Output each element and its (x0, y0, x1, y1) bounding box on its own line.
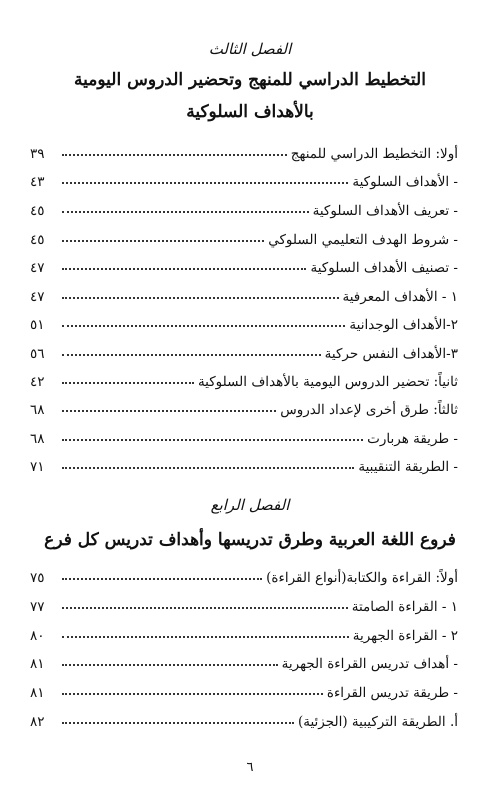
toc-entry-text: ١ - القراءة الصامتة (351, 599, 458, 615)
toc-entry-page: ٧٥ (30, 570, 45, 586)
toc-entry (30, 562, 458, 586)
leader-dots (62, 296, 339, 299)
leader-dots (62, 181, 348, 184)
leader-dots (62, 606, 348, 609)
leader-dots (62, 409, 276, 412)
toc-entry (30, 648, 458, 672)
toc-entry (30, 423, 458, 447)
toc-entry-text: - الأهداف السلوكية (352, 174, 458, 190)
chapter4-label: الفصل الرابع (210, 496, 290, 514)
toc-entry-page: ٨٢ (30, 714, 45, 730)
toc-entry-page: ٦٨ (30, 402, 45, 418)
toc-entry (30, 677, 458, 701)
leader-dots (62, 381, 194, 384)
toc-entry-page: ٥١ (30, 317, 45, 333)
toc-entry-text: أولاً: القراءة والكتابة(أنواع القراءة) (266, 570, 458, 586)
toc-entry-page: ٧٧ (30, 599, 45, 615)
toc-entry (30, 138, 458, 162)
toc-entry-page: ٤٧ (30, 260, 45, 276)
toc-entry-page: ٤٧ (30, 289, 45, 305)
leader-dots (62, 635, 349, 638)
toc-entry (30, 394, 458, 418)
toc-entry-page: ٧١ (30, 459, 45, 475)
toc-entry (30, 166, 458, 190)
leader-dots (62, 267, 306, 270)
page-number: ٦ (246, 760, 254, 775)
toc-entry (30, 195, 458, 219)
chapter3-title-line1: التخطيط الدراسي للمنهج وتحضير الدروس اليومية (74, 70, 426, 90)
toc-entry-text: ١ - الأهداف المعرفية (342, 289, 458, 305)
toc-entry-page: ٤٣ (30, 174, 45, 190)
toc-entry-text: ثانياً: تحضير الدروس اليومية بالأهداف السلوكية (197, 374, 458, 390)
chapter4-title: فروع اللغة العربية وطرق تدريسها وأهداف تدريس كل فرع (44, 530, 456, 550)
toc-entry (30, 451, 458, 475)
leader-dots (62, 153, 287, 156)
chapter3-title-line2: بالأهداف السلوكية (186, 102, 314, 122)
toc-entry-text: أ. الطريقة التركيبية (الجزئية) (297, 714, 458, 730)
leader-dots (62, 721, 294, 724)
toc-entry (30, 281, 458, 305)
toc-entry-page: ٣٩ (30, 146, 45, 162)
leader-dots (62, 692, 323, 695)
toc-entry-page: ٤٢ (30, 374, 45, 390)
leader-dots (62, 466, 354, 469)
toc-entry-text: ٢ - القراءة الجهرية (352, 628, 458, 644)
toc-entry-page: ٤٥ (30, 232, 45, 248)
chapter3-label: الفصل الثالث (208, 40, 292, 58)
leader-dots (62, 353, 321, 356)
toc-entry-page: ٦٨ (30, 431, 45, 447)
leader-dots (62, 663, 278, 666)
toc-entry-text: ٢-الأهداف الوجدانية (349, 317, 458, 333)
toc-entry-text: أولا: التخطيط الدراسي للمنهج (290, 146, 458, 162)
toc-entry (30, 591, 458, 615)
toc-entry (30, 706, 458, 730)
toc-entry-text: - تصنيف الأهداف السلوكية (310, 260, 458, 276)
toc-entry (30, 366, 458, 390)
toc-entry (30, 252, 458, 276)
leader-dots (62, 577, 262, 580)
toc-entry-text: - طريقة هربارت (367, 431, 458, 447)
toc-entry (30, 309, 458, 333)
leader-dots (62, 324, 345, 327)
leader-dots (62, 210, 309, 213)
leader-dots (62, 438, 363, 441)
toc-entry-text: - أهداف تدريس القراءة الجهرية (281, 656, 458, 672)
toc-entry-page: ٨١ (30, 685, 45, 701)
leader-dots (62, 239, 264, 242)
toc-entry-text: ٣-الأهداف النفس حركية (324, 346, 458, 362)
toc-entry-page: ٤٥ (30, 203, 45, 219)
toc-entry-text: - الطريقة التنقيبية (358, 459, 458, 475)
toc-entry (30, 338, 458, 362)
toc-entry (30, 224, 458, 248)
toc-entry-page: ٨٠ (30, 628, 45, 644)
toc-entry-text: ثالثاً: طرق أخرى لإعداد الدروس (280, 402, 458, 418)
toc-entry-page: ٨١ (30, 656, 45, 672)
toc-entry-page: ٥٦ (30, 346, 45, 362)
toc-entry-text: - شروط الهدف التعليمي السلوكي (268, 232, 458, 248)
toc-entry (30, 620, 458, 644)
toc-entry-text: - طريقة تدريس القراءة (326, 685, 458, 701)
toc-entry-text: - تعريف الأهداف السلوكية (312, 203, 458, 219)
